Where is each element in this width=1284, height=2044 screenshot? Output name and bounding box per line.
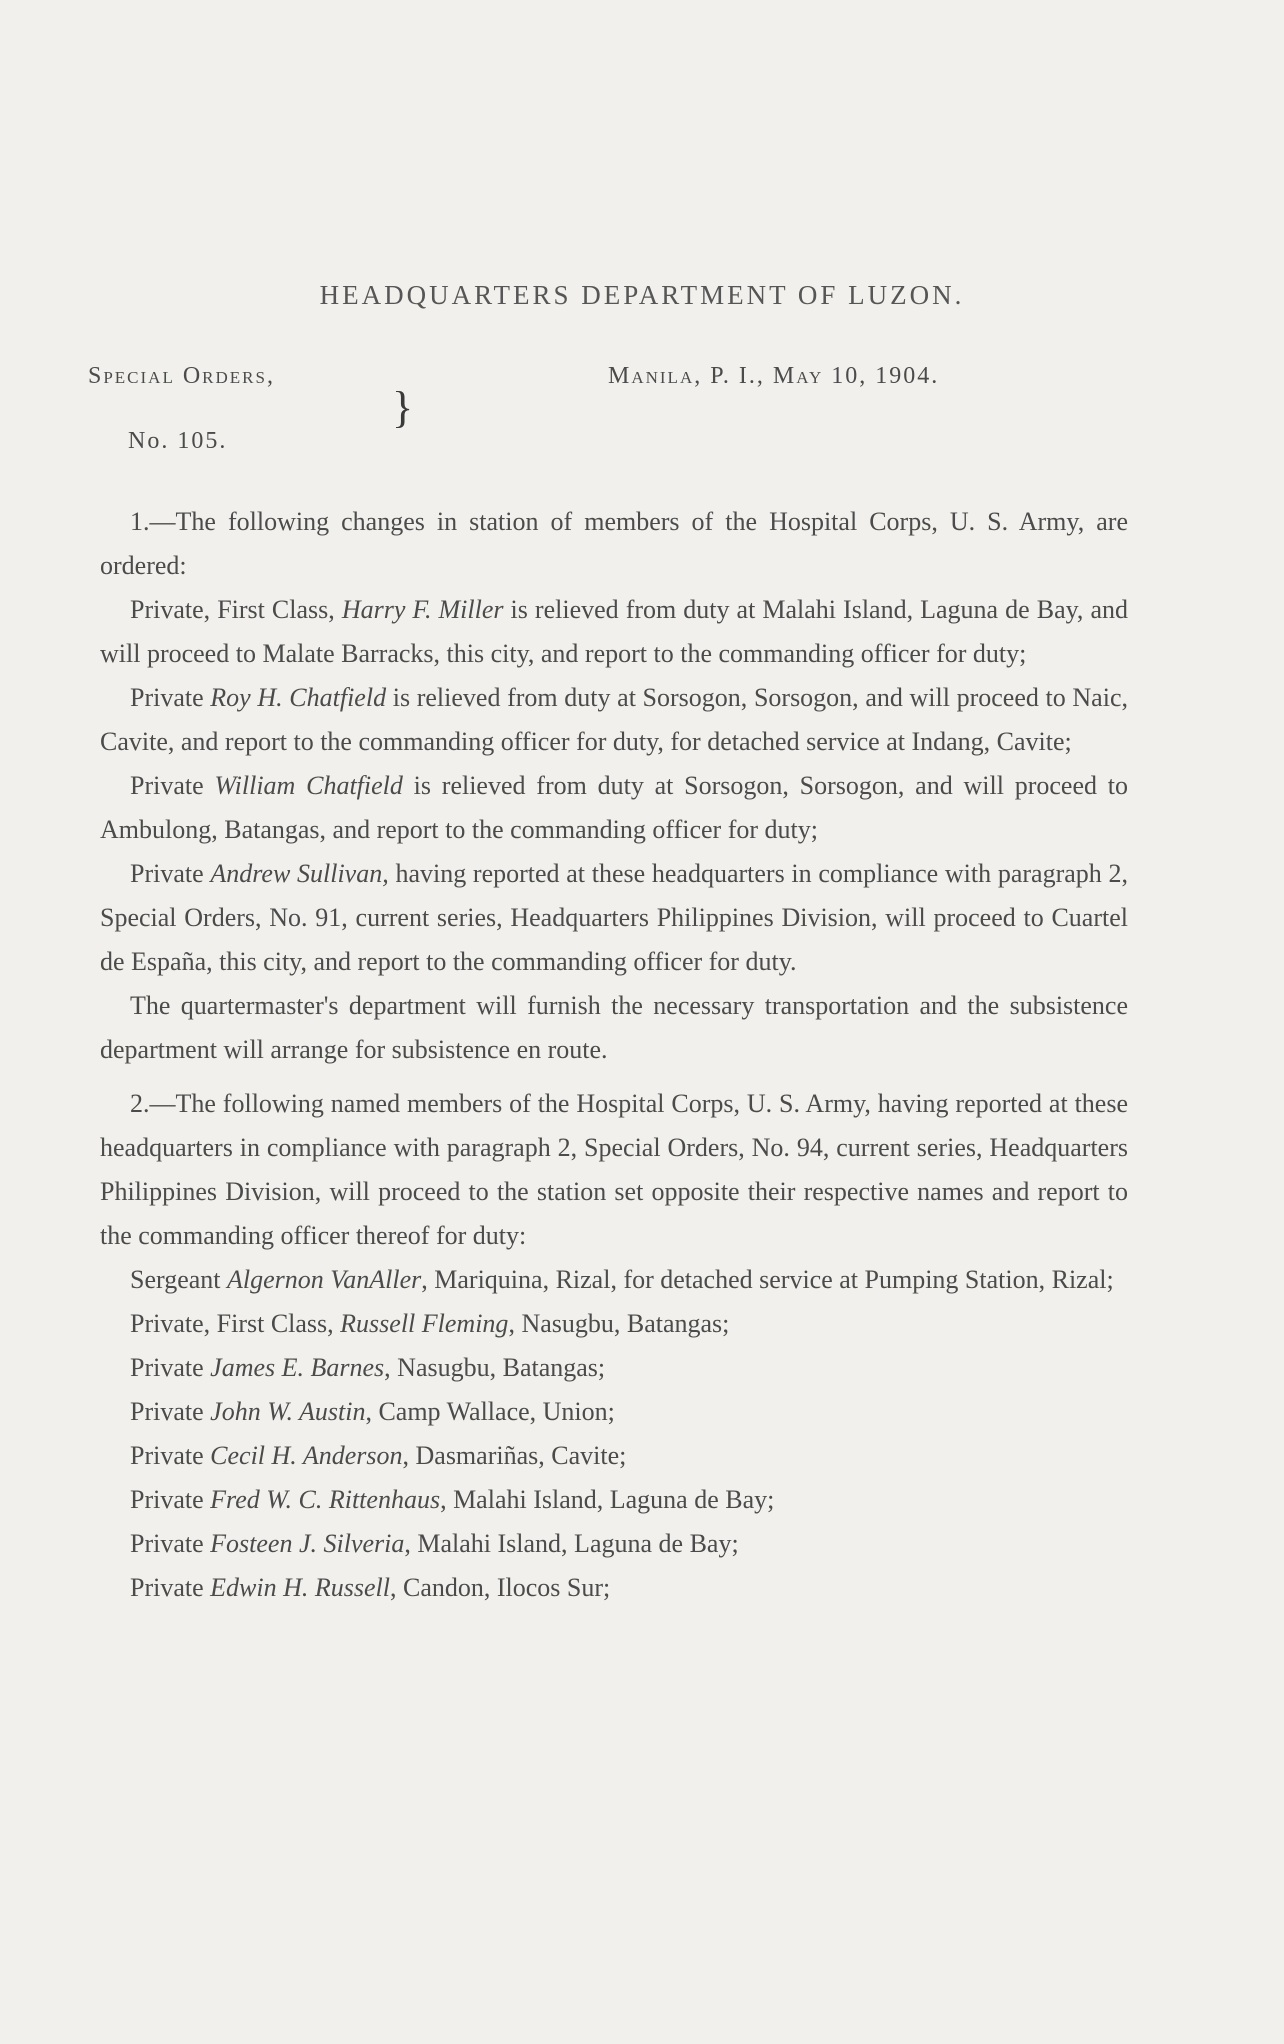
person-name: Algernon VanAller (227, 1265, 422, 1294)
person-name: William Chatfield (214, 771, 403, 800)
para2-intro: 2.—The following named members of the Hospital Corps, U. S. Army, having reported at these headquarters in compliance with paragraph 2, Special Orders, No. 94, current series, Headquarters Philippines Division, will proceed to the station set opposite their respective names and report to the commanding officer thereof for duty: (100, 1089, 1128, 1250)
person-name: Cecil H. Anderson (210, 1441, 403, 1470)
person-name: Fosteen J. Silveria (210, 1529, 405, 1558)
special-orders-number: No. 105. (128, 428, 228, 454)
person-name: Russell Fleming (340, 1309, 509, 1338)
roster-item: Private Cecil H. Anderson, Dasmariñas, Cavite; (130, 1441, 627, 1470)
roster-item: Private Fosteen J. Silveria, Malahi Island, Laguna de Bay; (130, 1529, 739, 1558)
roster-item: Sergeant Algernon VanAller, Mariquina, Rizal, for detached service at Pumping Station, Rizal; (130, 1265, 1114, 1294)
person-name: Fred W. C. Rittenhaus (210, 1485, 441, 1514)
roster-item: Private James E. Barnes, Nasugbu, Batangas; (130, 1353, 606, 1382)
roster-item: Private Fred W. C. Rittenhaus, Malahi Island, Laguna de Bay; (130, 1485, 775, 1514)
person-name: Andrew Sullivan, (210, 859, 389, 888)
document-header: HEADQUARTERS DEPARTMENT OF LUZON. (319, 280, 965, 310)
document-body (100, 500, 1128, 1610)
para1-item: Private, First Class, Harry F. Miller is relieved from duty at Malahi Island, Laguna de Bay, and will proceed to Malate Barracks, this city, and report to the commanding officer for duty; (100, 595, 1129, 668)
person-name: Roy H. Chatfield (210, 683, 387, 712)
dateline: Manila, P. I., May 10, 1904. (608, 363, 940, 389)
para1-intro: 1.—The following changes in station of members of the Hospital Corps, U. S. Army, are ordered: (100, 507, 1128, 580)
person-name: Edwin H. Russell (210, 1573, 390, 1602)
person-name: John W. Austin (210, 1397, 366, 1426)
person-name: James E. Barnes (210, 1353, 385, 1382)
person-name: Harry F. Miller (341, 595, 504, 624)
bracket-decoration: } (392, 383, 414, 432)
special-orders-label: Special Orders, (88, 363, 275, 389)
para1-item: Private Andrew Sullivan, having reported at these headquarters in compliance with paragraph 2, Special Orders, No. 91, current series, Headquarters Philippines Division, will proceed to Cuartel de España, this city, and report to the commanding officer for duty. (100, 859, 1128, 976)
para1-item: Private William Chatfield is relieved from duty at Sorsogon, Sorsogon, and will proceed to Ambulong, Batangas, and report to the commanding officer for duty; (100, 771, 1129, 844)
para1-closing: The quartermaster's department will furnish the necessary transportation and the subsistence department will arrange for subsistence en route. (100, 991, 1128, 1064)
roster-item: Private, First Class, Russell Fleming, Nasugbu, Batangas; (130, 1309, 730, 1338)
para1-item: Private Roy H. Chatfield is relieved from duty at Sorsogon, Sorsogon, and will proceed to Naic, Cavite, and report to the commanding officer for duty, for detached service at Indang, Cavite; (100, 683, 1128, 756)
roster-item: Private Edwin H. Russell, Candon, Ilocos Sur; (130, 1573, 611, 1602)
roster-list (100, 1258, 1128, 1610)
roster-item: Private John W. Austin, Camp Wallace, Union; (130, 1397, 615, 1426)
